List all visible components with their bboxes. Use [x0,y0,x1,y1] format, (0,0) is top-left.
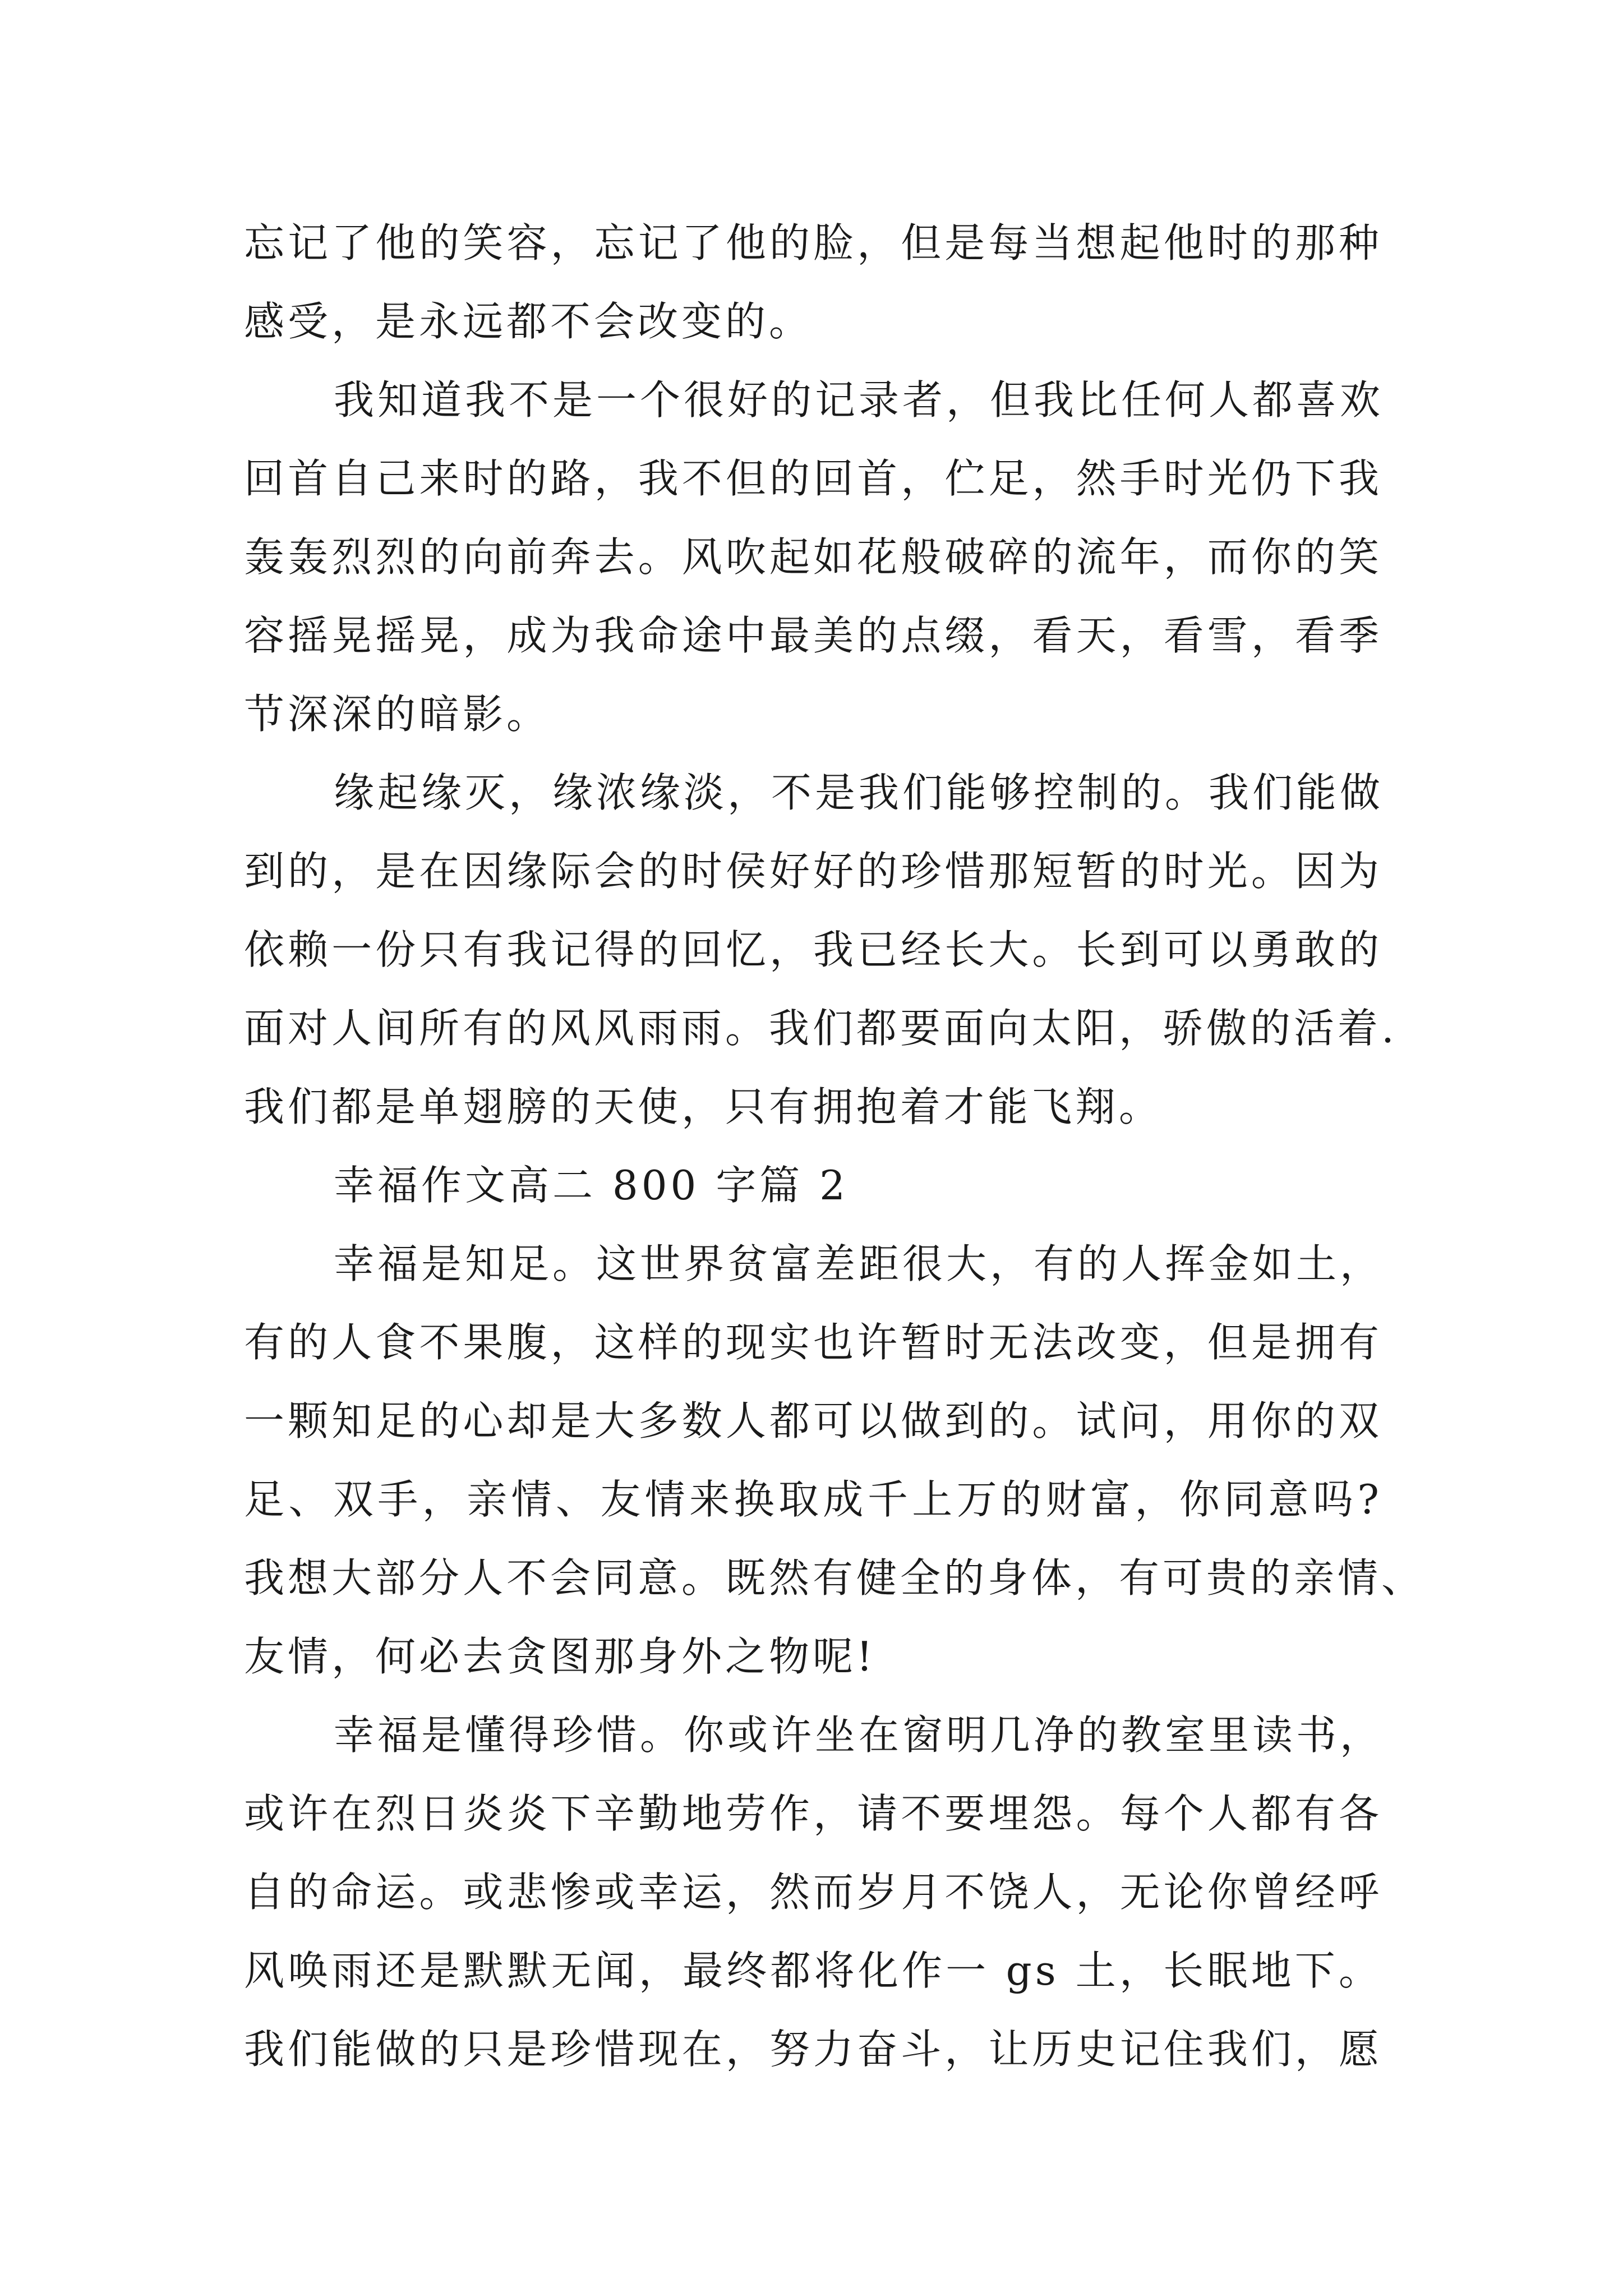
text-line: 友情，何必去贪图那身外之物呢! [244,1633,876,1680]
text-line: 或许在烈日炎炎下辛勤地劳作，请不要埋怨。每个人都有各 [244,1790,1382,1837]
text-line: 风唤雨还是默默无闻，最终都将化作一 gs 土，长眠地下。 [244,1947,1382,1994]
text-line: 幸福是知足。这世界贫富差距很大，有的人挥金如土， [334,1240,1384,1287]
text-line: 足、双手，亲情、友情来换取成千上万的财富，你同意吗? [244,1476,1382,1523]
text-line: 缘起缘灭，缘浓缘淡，不是我们能够控制的。我们能做 [334,769,1384,816]
text-line: 容摇晃摇晃，成为我命途中最美的点缀，看天，看雪，看季 [244,612,1382,659]
text-line: 忘记了他的笑容，忘记了他的脸，但是每当想起他时的那种 [244,219,1382,266]
text-line: 我们能做的只是珍惜现在，努力奋斗，让历史记住我们，愿 [244,2026,1382,2073]
text-line: 自的命运。或悲惨或幸运，然而岁月不饶人，无论你曾经呼 [244,1869,1382,1916]
text-line: 轰轰烈烈的向前奔去。风吹起如花般破碎的流年，而你的笑 [244,533,1382,581]
text-line: 到的，是在因缘际会的时侯好好的珍惜那短暂的时光。因为 [244,848,1382,895]
section-heading: 幸福作文高二 800 字篇 2 [334,1162,849,1209]
text-line: 我想大部分人不会同意。既然有健全的身体，有可贵的亲情、 [244,1554,1426,1602]
text-line: 我们都是单翅膀的天使，只有拥抱着才能飞翔。 [244,1083,1163,1130]
text-line: 一颗知足的心却是大多数人都可以做到的。试问，用你的双 [244,1397,1382,1444]
document-body [244,216,1426,2101]
text-line: 有的人食不果腹，这样的现实也许暂时无法改变，但是拥有 [244,1319,1382,1366]
text-line: 依赖一份只有我记得的回忆，我已经长大。长到可以勇敢的 [244,926,1382,973]
text-line: 我知道我不是一个很好的记录者，但我比任何人都喜欢 [334,376,1384,424]
text-line: 幸福是懂得珍惜。你或许坐在窗明几净的教室里读书， [334,1711,1384,1759]
text-line: 感受，是永远都不会改变的。 [244,298,813,345]
text-line: 节深深的暗影。 [244,691,551,738]
text-line: 面对人间所有的风风雨雨。我们都要面向太阳，骄傲的活着. [244,1005,1398,1052]
text-line: 回首自己来时的路，我不但的回首，伫足，然手时光仍下我 [244,455,1382,502]
